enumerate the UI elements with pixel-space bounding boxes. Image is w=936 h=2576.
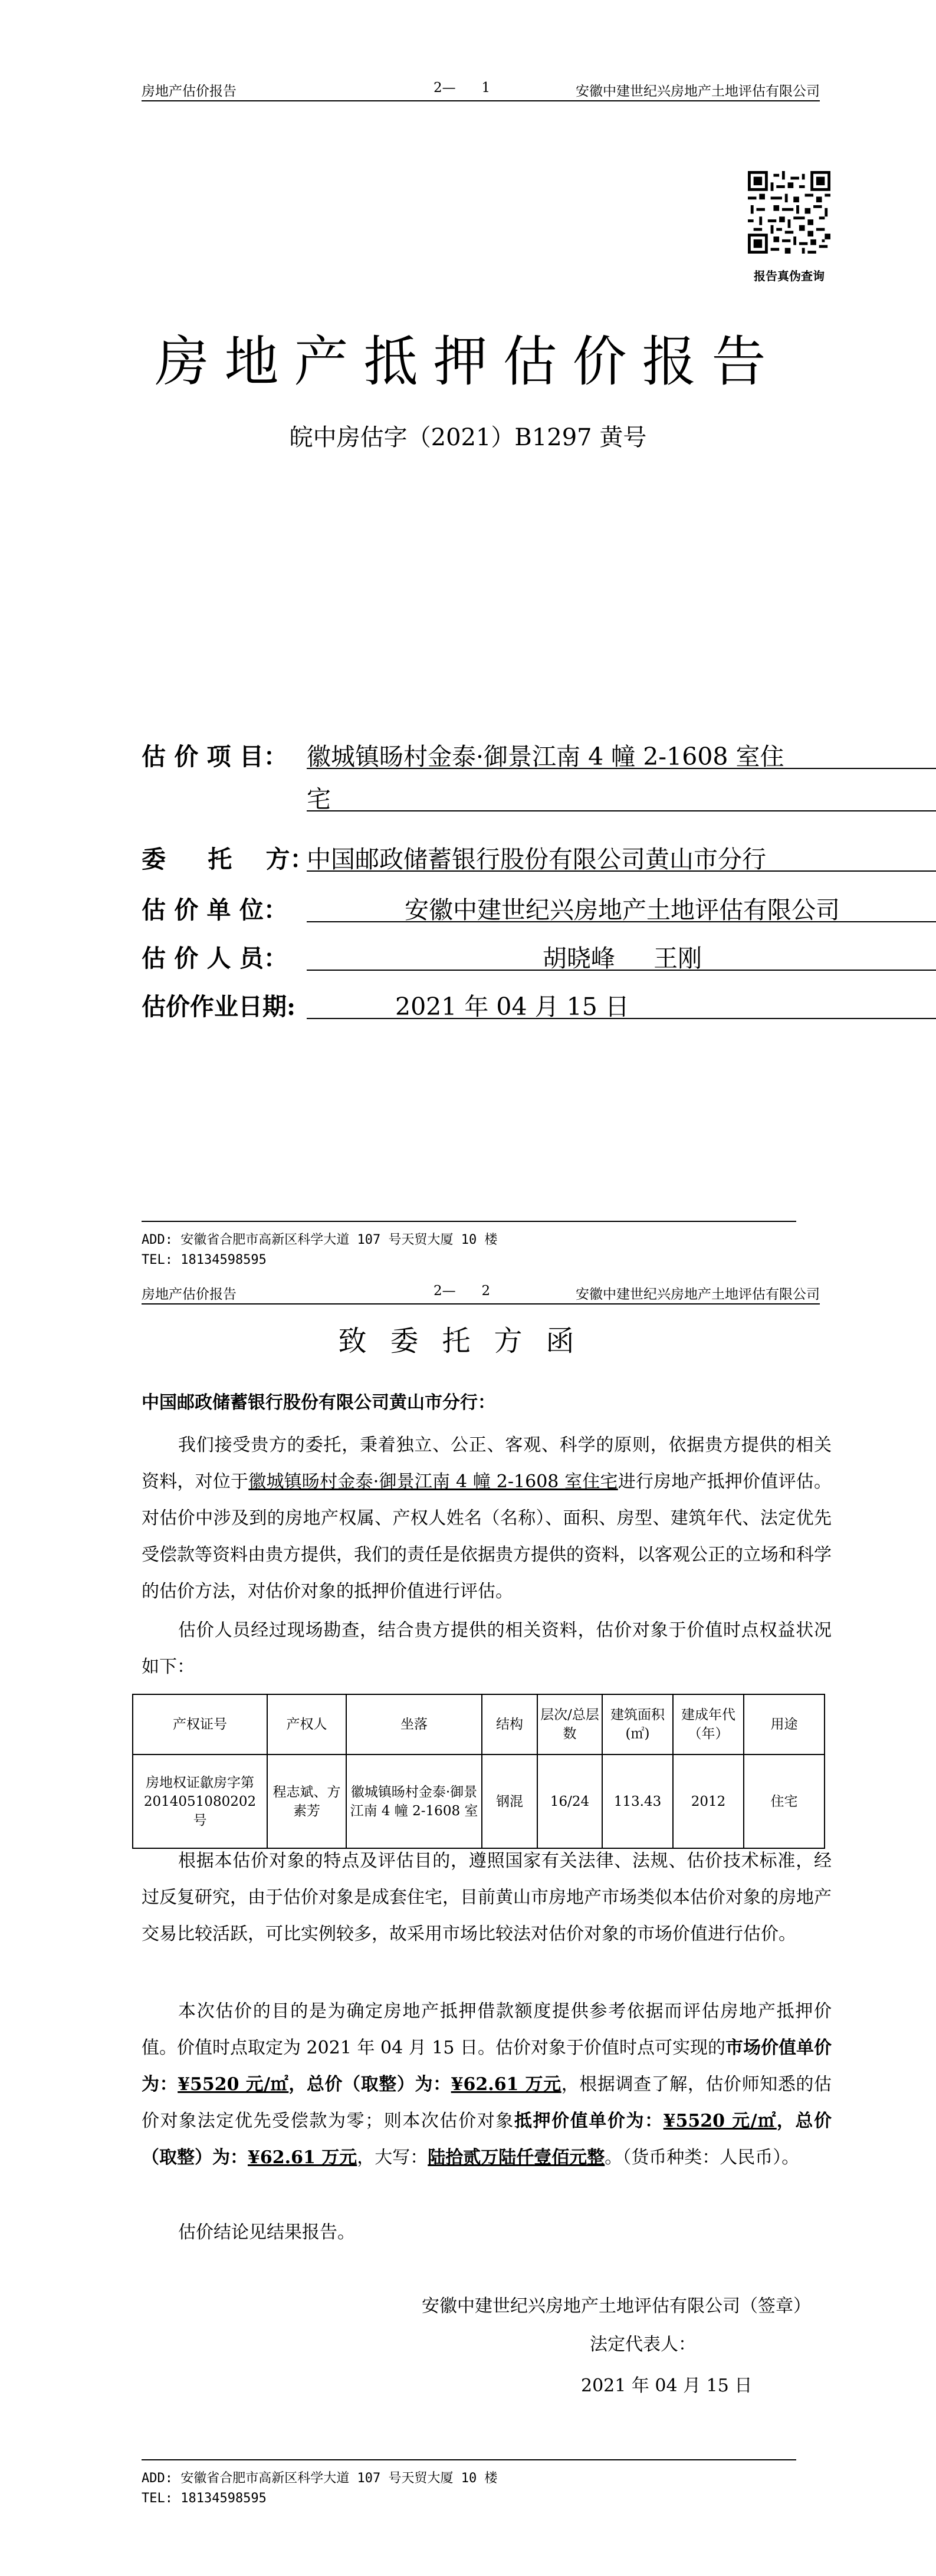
letter-paragraph-2: 估价人员经过现场勘查，结合贵方提供的相关资料，估价对象于价值时点权益状况如下： [142,1620,832,1677]
header-right-2: 安徽中建世纪兴房地产土地评估有限公司 [576,1287,820,1302]
table-header-cell: 产权证号 [133,1694,267,1754]
page-header-2 [142,1280,820,1305]
footer-address-2: ADD: 安徽省合肥市高新区科学大道 107 号天贸大厦 10 楼 [142,2471,498,2486]
footer-tel: TEL: 18134598595 [142,1253,267,1267]
table-header-cell: 坐落 [346,1694,482,1754]
property-address: 徽城镇旸村金泰·御景江南 4 幢 2-1608 室住宅 [248,1471,618,1492]
table-header-cell: 用途 [744,1694,825,1754]
qr-code-icon[interactable] [748,171,830,254]
field-client-label: 委 托 方： [142,845,314,873]
field-appraiser-org-label: 估 价 单 位： [142,896,288,924]
table-header-cell: 结构 [482,1694,537,1754]
property-rights-table [132,1694,825,1849]
table-cell: 住宅 [744,1754,825,1848]
table-header-row [133,1694,825,1754]
footer-tel-2: TEL: 18134598595 [142,2491,267,2506]
page-footer-2 [142,2459,796,2509]
page-footer [142,1221,796,1270]
table-cell: 房地权证歙房字第 2014051080202 号 [133,1754,267,1848]
field-work-date-label: 估价作业日期: [142,993,296,1021]
table-header-cell: 建成年代（年） [673,1694,744,1754]
letter-title: 致委托方函 [338,1325,598,1358]
field-project-value-line1: 徽城镇旸村金泰·御景江南 4 幢 2-1608 室住 [307,737,936,769]
table-header-cell: 建筑面积(㎡) [602,1694,673,1754]
field-client-value: 中国邮政储蓄银行股份有限公司黄山市分行 [307,840,936,872]
header-page-number: 2— 1 [433,80,491,96]
table-header-cell: 产权人 [267,1694,346,1754]
table-header-cell: 层次/总层数 [537,1694,602,1754]
letter-paragraph-4: 本次估价的目的是为确定房地产抵押借款额度提供参考依据而评估房地产抵押价值。价值时点取定为 2021 年 04 月 15 日。估价对象于价值时点可实现的市场价值单价为：¥5520 元/㎡，总价（取整）为：¥62.61 万元，根据调查了解，估价师知悉的估价对象法定优先受偿款为零；则本次估价对象抵押价值单价为：¥5520 元/㎡，总价（取整）为：¥62.61 万元，大写：陆拾贰万陆仟壹佰元整。（货币种类：人民币）。 [142,2001,832,2168]
field-appraisers-value: 胡晓峰 王刚 [307,939,936,971]
header-left: 房地产估价报告 [142,84,237,99]
field-project-value-line2: 宅 [307,780,936,811]
table-cell: 2012 [673,1754,744,1848]
table-cell: 16/24 [537,1754,602,1848]
header-page-number-2: 2— 2 [433,1283,491,1299]
report-title: 房地产抵押估价报告 [155,330,781,393]
mortgage-total-price: ¥62.61 万元 [248,2147,357,2168]
table-cell: 徽城镇旸村金泰·御景江南 4 幢 2-1608 室 [346,1754,482,1848]
letter-paragraph-5: 估价结论见结果报告。 [178,2222,355,2243]
header-right: 安徽中建世纪兴房地产土地评估有限公司 [576,84,820,99]
letter-addressee: 中国邮政储蓄银行股份有限公司黄山市分行： [142,1392,495,1413]
market-total-price: ¥62.61 万元 [451,2074,561,2095]
signature-representative: 法定代表人： [590,2334,696,2355]
table-cell: 钢混 [482,1754,537,1848]
page-header [142,77,820,101]
field-appraisers-label: 估 价 人 员： [142,944,288,972]
report-number: 皖中房估字（2021）B1297 黄号 [289,424,647,451]
header-left-2: 房地产估价报告 [142,1287,237,1302]
field-project-label: 估 价 项 目： [142,742,288,771]
footer-address: ADD: 安徽省合肥市高新区科学大道 107 号天贸大厦 10 楼 [142,1233,498,1247]
signature-company: 安徽中建世纪兴房地产土地评估有限公司（签章） [422,2296,811,2317]
table-cell: 113.43 [602,1754,673,1848]
qr-caption: 报告真伪查询 [754,269,825,283]
field-appraiser-org-value: 安徽中建世纪兴房地产土地评估有限公司 [307,891,936,922]
table-row [133,1754,825,1848]
signature-date: 2021 年 04 月 15 日 [581,2375,753,2396]
market-unit-price: ¥5520 元/㎡ [178,2074,289,2095]
letter-paragraph-1: 我们接受贵方的委托，秉着独立、公正、客观、科学的原则，依据贵方提供的相关资料，对位于徽城镇旸村金泰·御景江南 4 幢 2-1608 室住宅进行房地产抵押价值评估。对估价中涉及到的房地产权属、产权人姓名（名称）、面积、房型、建筑年代、法定优先受偿款等资料由贵方提供，我们的责任是依据贵方提供的资料，以客观公正的立场和科学的估价方法，对估价对象的抵押价值进行评估。 [142,1435,832,1602]
field-work-date-value: 2021 年 04 月 15 日 [307,987,936,1019]
table-cell: 程志斌、方素芳 [267,1754,346,1848]
letter-paragraph-3: 根据本估价对象的特点及评估目的，遵照国家有关法律、法规、估价技术标准，经过反复研究，由于估价对象是成套住宅，目前黄山市房地产市场类似本估价对象的房地产交易比较活跃，可比实例较多，故采用市场比较法对估价对象的市场价值进行估价。 [142,1851,832,1944]
mortgage-unit-price: ¥5520 元/㎡ [663,2111,777,2131]
total-price-in-words: 陆拾贰万陆仟壹佰元整 [428,2147,605,2168]
